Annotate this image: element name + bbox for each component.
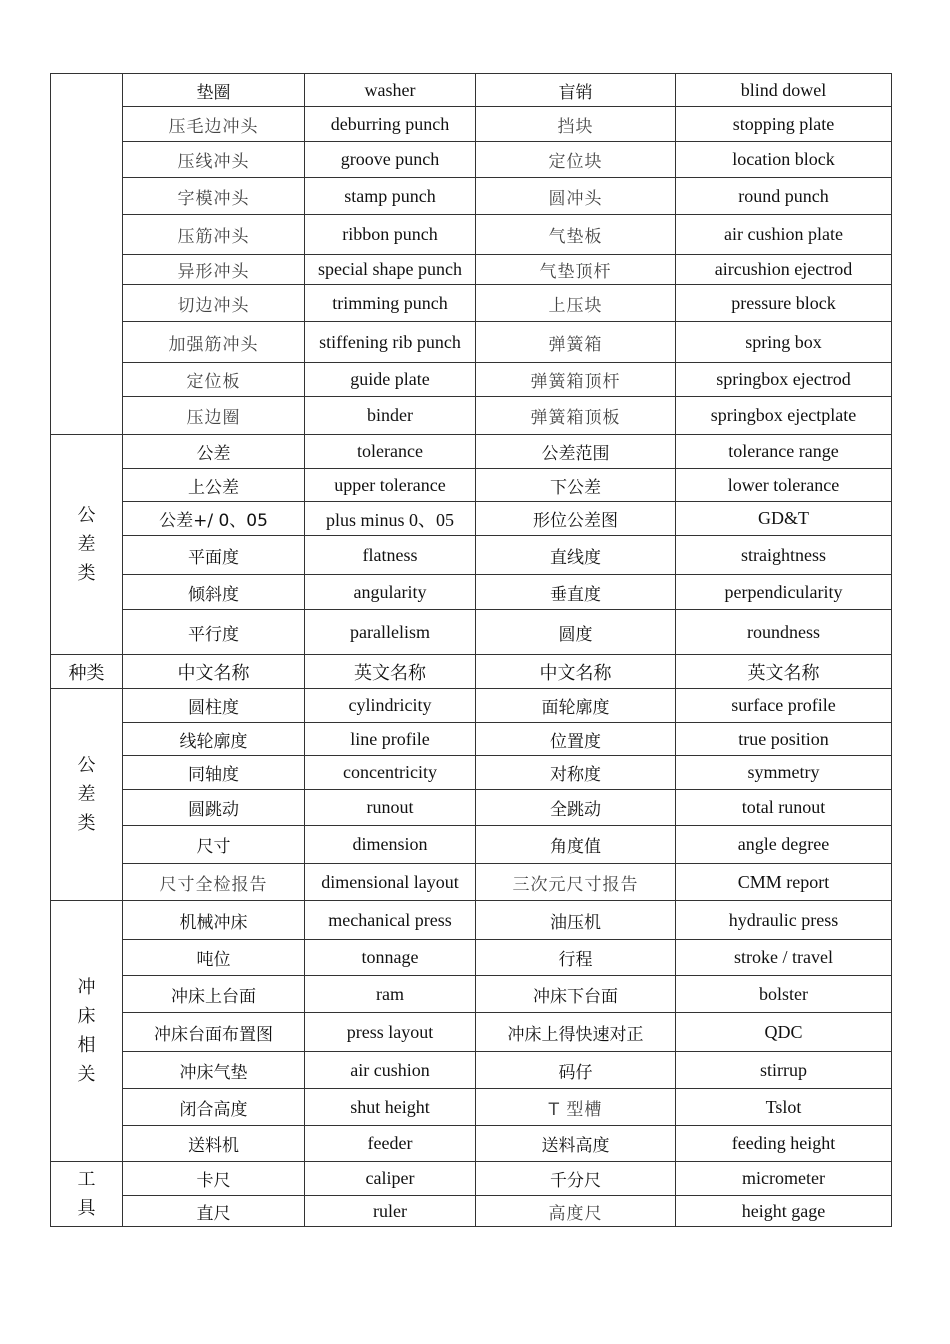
table-row [51, 610, 892, 655]
table-row [51, 976, 892, 1013]
term-en-2: true position [676, 723, 892, 756]
term-zh-1: 冲床气垫 [123, 1052, 305, 1089]
table-row [51, 1126, 892, 1162]
glossary-body [51, 74, 892, 1227]
term-en-1: ribbon punch [305, 215, 476, 255]
table-row [51, 1052, 892, 1089]
term-zh-2: 圆度 [476, 610, 676, 655]
table-row [51, 1089, 892, 1126]
term-zh-1: 公差+/ 0、05 [123, 502, 305, 536]
term-en-1: mechanical press [305, 901, 476, 940]
term-en-1: binder [305, 397, 476, 435]
term-zh-1: 尺寸全检报告 [123, 864, 305, 901]
term-zh-1: 上公差 [123, 469, 305, 502]
term-en-2: feeding height [676, 1126, 892, 1162]
term-zh-2: 垂直度 [476, 575, 676, 610]
term-en-2: Tslot [676, 1089, 892, 1126]
table-row [51, 864, 892, 901]
category-cell-blank [51, 74, 123, 435]
term-en-1: parallelism [305, 610, 476, 655]
term-zh-2: 弹簧箱顶杆 [476, 363, 676, 397]
table-row [51, 397, 892, 435]
term-zh-2: 公差范围 [476, 435, 676, 469]
term-en-2: pressure block [676, 285, 892, 322]
term-zh-1: 冲床台面布置图 [123, 1013, 305, 1052]
term-en-1: deburring punch [305, 107, 476, 142]
term-zh-2: 高度尺 [476, 1196, 676, 1227]
term-en-2: GD&T [676, 502, 892, 536]
term-en-1: dimensional layout [305, 864, 476, 901]
term-zh-1: 冲床上台面 [123, 976, 305, 1013]
term-zh-2: 面轮廓度 [476, 689, 676, 723]
term-en-2: hydraulic press [676, 901, 892, 940]
category-cell-tolerance [51, 689, 123, 901]
term-zh-1: 圆柱度 [123, 689, 305, 723]
table-row [51, 1196, 892, 1227]
term-en-2: blind dowel [676, 74, 892, 107]
term-en-2: springbox ejectplate [676, 397, 892, 435]
term-zh-1: 平面度 [123, 536, 305, 575]
term-en-1: dimension [305, 826, 476, 864]
term-en-2: CMM report [676, 864, 892, 901]
table-row [51, 790, 892, 826]
table-row [51, 502, 892, 536]
term-en-1: ruler [305, 1196, 476, 1227]
term-zh-1: 切边冲头 [123, 285, 305, 322]
term-zh-1: 加强筋冲头 [123, 322, 305, 363]
term-zh-1: 线轮廓度 [123, 723, 305, 756]
header-zh-name-2: 中文名称 [476, 655, 676, 689]
term-zh-1: 直尺 [123, 1196, 305, 1227]
term-zh-1: 吨位 [123, 940, 305, 976]
term-en-1: concentricity [305, 756, 476, 790]
term-zh-1: 压筋冲头 [123, 215, 305, 255]
term-zh-1: 平行度 [123, 610, 305, 655]
table-row [51, 469, 892, 502]
term-en-1: trimming punch [305, 285, 476, 322]
table-row [51, 178, 892, 215]
term-zh-1: 同轴度 [123, 756, 305, 790]
header-row [51, 655, 892, 689]
term-en-2: springbox ejectrod [676, 363, 892, 397]
category-cell-tolerance [51, 435, 123, 655]
term-zh-2: 冲床上得快速对正 [476, 1013, 676, 1052]
category-label: 冲 床 相 关 [77, 977, 96, 1085]
term-zh-2: 送料高度 [476, 1126, 676, 1162]
term-en-1: stiffening rib punch [305, 322, 476, 363]
term-en-2: spring box [676, 322, 892, 363]
term-zh-2: 盲销 [476, 74, 676, 107]
term-zh-2: T 型槽 [476, 1089, 676, 1126]
term-zh-2: 冲床下台面 [476, 976, 676, 1013]
term-zh-2: 角度值 [476, 826, 676, 864]
term-zh-2: 码仔 [476, 1052, 676, 1089]
term-zh-1: 压边圈 [123, 397, 305, 435]
table-row [51, 826, 892, 864]
term-zh-2: 对称度 [476, 756, 676, 790]
term-zh-2: 直线度 [476, 536, 676, 575]
term-en-2: surface profile [676, 689, 892, 723]
term-zh-2: 气垫板 [476, 215, 676, 255]
term-zh-2: 挡块 [476, 107, 676, 142]
term-en-2: roundness [676, 610, 892, 655]
term-zh-1: 异形冲头 [123, 255, 305, 285]
table-row [51, 940, 892, 976]
term-en-1: flatness [305, 536, 476, 575]
term-en-2: stopping plate [676, 107, 892, 142]
term-en-1: special shape punch [305, 255, 476, 285]
term-en-2: height gage [676, 1196, 892, 1227]
table-row [51, 322, 892, 363]
table-row [51, 901, 892, 940]
category-label: 工 具 [77, 1169, 96, 1219]
term-en-1: groove punch [305, 142, 476, 178]
table-row [51, 689, 892, 723]
table-row [51, 255, 892, 285]
table-row [51, 723, 892, 756]
term-en-1: plus minus 0、05 [305, 502, 476, 536]
term-en-2: location block [676, 142, 892, 178]
term-en-1: ram [305, 976, 476, 1013]
term-zh-1: 机械冲床 [123, 901, 305, 940]
term-en-1: press layout [305, 1013, 476, 1052]
term-zh-1: 定位板 [123, 363, 305, 397]
term-en-2: stroke / travel [676, 940, 892, 976]
term-zh-1: 字模冲头 [123, 178, 305, 215]
category-label: 公 差 类 [77, 755, 96, 834]
term-en-2: micrometer [676, 1162, 892, 1196]
term-en-2: round punch [676, 178, 892, 215]
term-en-1: shut height [305, 1089, 476, 1126]
term-zh-2: 弹簧箱顶板 [476, 397, 676, 435]
table-row [51, 74, 892, 107]
table-row [51, 756, 892, 790]
term-en-2: straightness [676, 536, 892, 575]
term-en-1: line profile [305, 723, 476, 756]
term-zh-2: 上压块 [476, 285, 676, 322]
term-zh-1: 倾斜度 [123, 575, 305, 610]
table-row [51, 435, 892, 469]
term-zh-1: 闭合高度 [123, 1089, 305, 1126]
term-en-1: washer [305, 74, 476, 107]
header-en-name-1: 英文名称 [305, 655, 476, 689]
category-cell-tools [51, 1162, 123, 1227]
term-en-1: caliper [305, 1162, 476, 1196]
term-zh-1: 圆跳动 [123, 790, 305, 826]
term-zh-2: 千分尺 [476, 1162, 676, 1196]
term-en-1: tonnage [305, 940, 476, 976]
term-zh-1: 公差 [123, 435, 305, 469]
term-zh-1: 卡尺 [123, 1162, 305, 1196]
term-zh-2: 形位公差图 [476, 502, 676, 536]
term-zh-2: 下公差 [476, 469, 676, 502]
term-zh-2: 位置度 [476, 723, 676, 756]
category-cell-press [51, 901, 123, 1162]
term-en-2: lower tolerance [676, 469, 892, 502]
term-zh-2: 气垫顶杆 [476, 255, 676, 285]
term-en-2: aircushion ejectrod [676, 255, 892, 285]
term-en-1: tolerance [305, 435, 476, 469]
term-zh-1: 垫圈 [123, 74, 305, 107]
table-row [51, 1162, 892, 1196]
table-row [51, 215, 892, 255]
term-zh-2: 圆冲头 [476, 178, 676, 215]
term-zh-2: 全跳动 [476, 790, 676, 826]
term-en-1: air cushion [305, 1052, 476, 1089]
header-en-name-2: 英文名称 [676, 655, 892, 689]
header-category: 种类 [51, 655, 123, 689]
term-zh-2: 行程 [476, 940, 676, 976]
table-row [51, 363, 892, 397]
term-en-1: stamp punch [305, 178, 476, 215]
table-row [51, 536, 892, 575]
term-zh-2: 油压机 [476, 901, 676, 940]
table-row [51, 142, 892, 178]
table-row [51, 285, 892, 322]
term-en-1: angularity [305, 575, 476, 610]
term-zh-2: 三次元尺寸报告 [476, 864, 676, 901]
term-en-2: stirrup [676, 1052, 892, 1089]
term-en-1: feeder [305, 1126, 476, 1162]
header-zh-name-1: 中文名称 [123, 655, 305, 689]
term-en-1: guide plate [305, 363, 476, 397]
table-row [51, 1013, 892, 1052]
term-en-2: air cushion plate [676, 215, 892, 255]
table-row [51, 575, 892, 610]
term-en-2: angle degree [676, 826, 892, 864]
term-en-2: perpendicularity [676, 575, 892, 610]
term-en-2: tolerance range [676, 435, 892, 469]
term-en-1: cylindricity [305, 689, 476, 723]
term-zh-2: 弹簧箱 [476, 322, 676, 363]
term-en-2: symmetry [676, 756, 892, 790]
term-zh-1: 压线冲头 [123, 142, 305, 178]
table-row [51, 107, 892, 142]
term-en-2: QDC [676, 1013, 892, 1052]
term-zh-1: 送料机 [123, 1126, 305, 1162]
term-en-2: total runout [676, 790, 892, 826]
term-en-2: bolster [676, 976, 892, 1013]
category-label: 公 差 类 [77, 505, 96, 584]
term-en-1: runout [305, 790, 476, 826]
term-zh-1: 压毛边冲头 [123, 107, 305, 142]
term-zh-2: 定位块 [476, 142, 676, 178]
term-en-1: upper tolerance [305, 469, 476, 502]
term-zh-1: 尺寸 [123, 826, 305, 864]
glossary-table [50, 73, 892, 1227]
